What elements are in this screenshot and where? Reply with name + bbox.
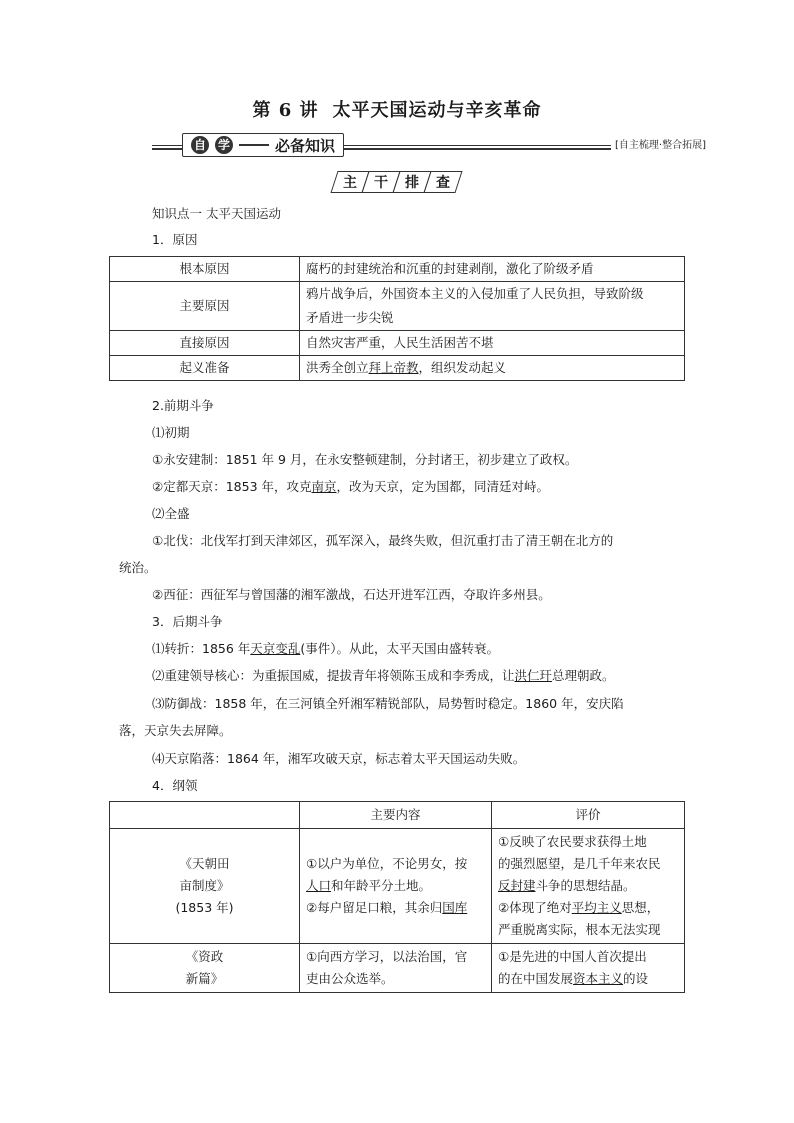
- header-cell: 主要内容: [300, 802, 492, 829]
- paragraph: ⑴转折：1856 年天京变乱(事件）。从此，太平天国由盛转衰。: [152, 641, 499, 656]
- cause-desc: 腐朽的封建统治和沉重的封建剥削，激化了阶级矛盾: [300, 257, 685, 282]
- program-evaluation: ①是先进的中国人首次提出 的在中国发展资本主义的设: [492, 944, 685, 993]
- subheading-char: 排: [392, 171, 431, 193]
- section-label: [182, 133, 344, 157]
- lecture-title: 太平天国运动与辛亥革命: [332, 100, 542, 121]
- cause-desc: 洪秀全创立拜上帝教，组织发动起义: [300, 356, 685, 381]
- subheading-char: 查: [423, 171, 462, 193]
- header-cell: 评价: [492, 802, 685, 829]
- program-content: ①以户为单位，不论男女，按 人口和年龄平分土地。 ②每户留足口粮，其余归国库: [300, 829, 492, 944]
- section-name: 必备知识: [275, 136, 336, 155]
- table-row: [110, 829, 685, 944]
- paragraph: ⑷天京陷落：1864 年，湘军攻破天京，标志着太平天国运动失败。: [152, 751, 526, 766]
- knowledge-point-heading: 知识点一 太平天国运动: [152, 206, 281, 221]
- section-heading-causes: 1．原因: [152, 232, 198, 247]
- section-banner: [152, 133, 710, 157]
- program-content: ①向西方学习，以法治国，官 吏由公众选举。: [300, 944, 492, 993]
- paragraph: ⑶防御战：1858 年，在三河镇全歼湘军精锐部队，局势暂时稳定。1860 年，安庆陷: [152, 696, 624, 711]
- banner-right-label: [自主梳理·整合拓展]: [611, 136, 710, 151]
- cause-type: 直接原因: [110, 331, 300, 356]
- cause-type: 起义准备: [110, 356, 300, 381]
- page-title: [0, 96, 794, 122]
- paragraph: 统治。: [119, 560, 157, 575]
- section-heading-late: 3．后期斗争: [152, 614, 223, 629]
- program-name: 《资政 新篇》: [110, 944, 300, 993]
- program-evaluation: ①反映了农民要求获得土地 的强烈愿望，是几千年来农民 反封建斗争的思想结晶。 ②体现了绝对平均主义思想， 严重脱离实际，根本无法实现: [492, 829, 685, 944]
- subsection-heading: ⑵全盛: [152, 506, 190, 521]
- section-heading-early: 2.前期斗争: [152, 398, 214, 413]
- cause-type: 主要原因: [110, 282, 300, 331]
- subheading-char: 干: [361, 171, 400, 193]
- cause-type: 根本原因: [110, 257, 300, 282]
- paragraph: ②定都天京：1853 年，攻克南京，改为天京，定为国都，同清廷对峙。: [152, 479, 550, 494]
- table-row: [110, 944, 685, 993]
- table-row: [110, 282, 685, 331]
- table-row: [110, 356, 685, 381]
- paragraph: ①永安建制：1851 年 9 月，在永安整顿建制，分封诸王，初步建立了政权。: [152, 452, 578, 467]
- cause-desc: 鸦片战争后，外国资本主义的入侵加重了人民负担，导致阶级 矛盾进一步尖锐: [300, 282, 685, 331]
- cause-desc: 自然灾害严重，人民生活困苦不堪: [300, 331, 685, 356]
- paragraph: ②西征：西征军与曾国藩的湘军激战，石达开进军江西，夺取许多州县。: [152, 587, 551, 602]
- lecture-number: 第 6 讲: [252, 100, 319, 121]
- paragraph: ①北伐：北伐军打到天津郊区，孤军深入，最终失败，但沉重打击了清王朝在北方的: [152, 533, 614, 548]
- program-table: [109, 801, 685, 993]
- self-study-badge-2: 学: [215, 136, 233, 154]
- subheading: [0, 171, 794, 193]
- table-header-row: [110, 802, 685, 829]
- subsection-heading: ⑴初期: [152, 425, 190, 440]
- table-row: [110, 331, 685, 356]
- paragraph: 落，天京失去屏障。: [119, 723, 232, 738]
- table-row: [110, 257, 685, 282]
- causes-table: [109, 256, 685, 381]
- program-name: 《天朝田 亩制度》 (1853 年): [110, 829, 300, 944]
- section-heading-program: 4．纲领: [152, 778, 198, 793]
- banner-dash: [239, 144, 269, 146]
- subheading-char: 主: [330, 171, 369, 193]
- self-study-badge: 自: [191, 136, 209, 154]
- header-cell: [110, 802, 300, 829]
- paragraph: ⑵重建领导核心：为重振国威，提拔青年将领陈玉成和李秀成，让洪仁玕总理朝政。: [152, 668, 615, 683]
